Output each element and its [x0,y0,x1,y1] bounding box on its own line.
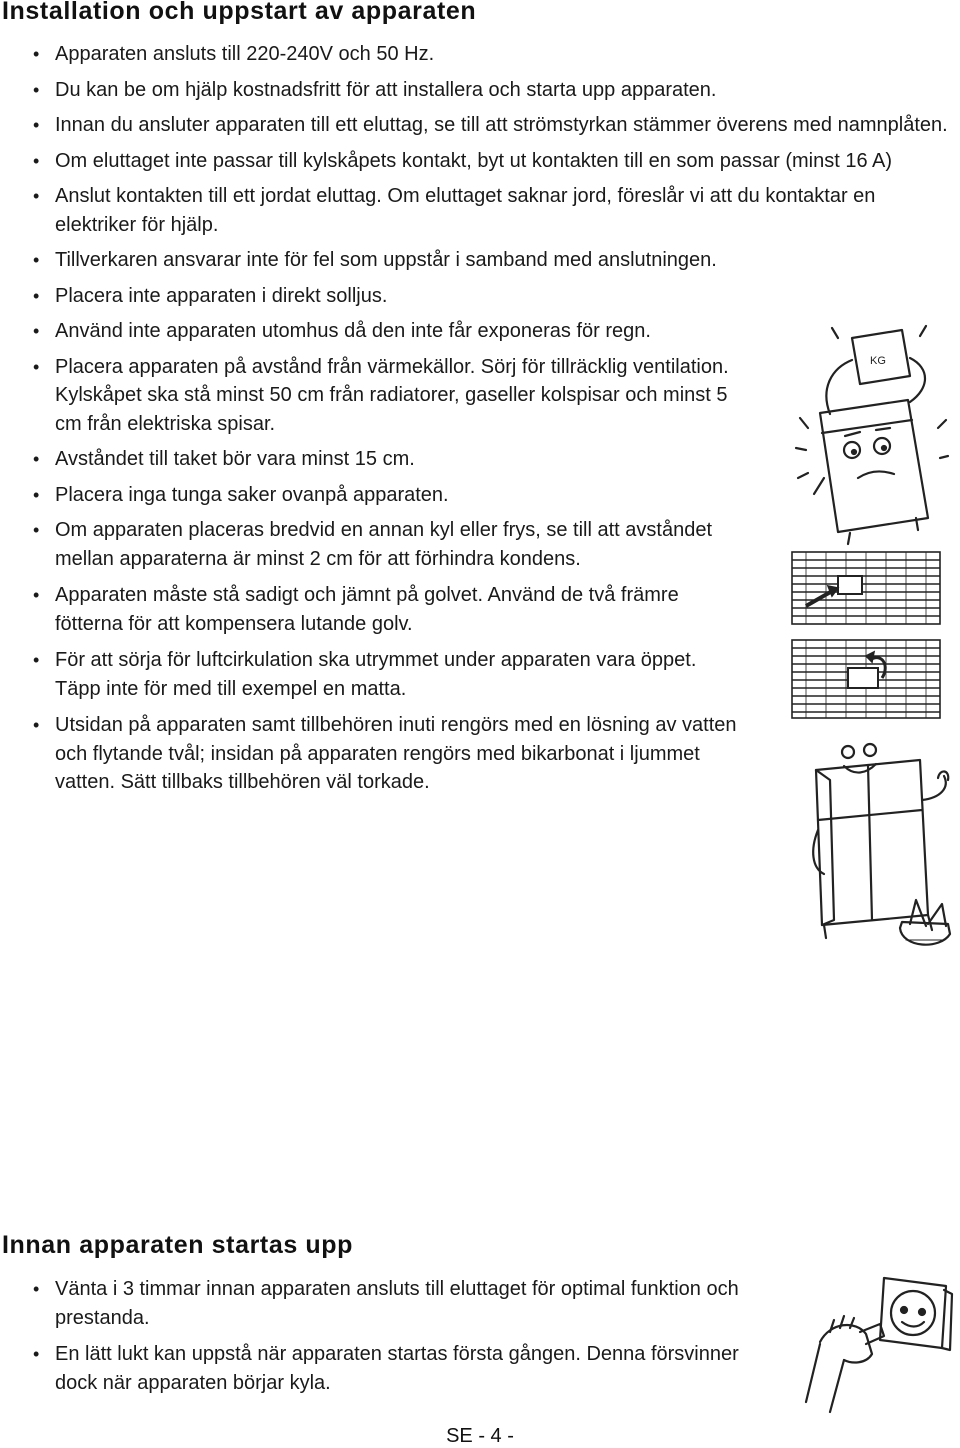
list-item: • En lätt lukt kan uppstå när apparaten startas första gången. Denna försvinner dock när apparaten börjar kyla. [33,1340,783,1397]
list-item: • Om apparaten placeras bredvid en annan kyl eller frys, se till att avståndet mellan apparaterna är minst 2 cm för att förhindra kondens. [33,516,745,573]
list-item: • Apparaten måste stå sadigt och jämnt på golvet. Använd de två främre fötterna för att kompensera lutande golv. [33,581,745,638]
before-start-list [33,1275,783,1405]
list-item: • Du kan be om hjälp kostnadsfritt för att installera och starta upp apparaten. [33,76,958,105]
list-item: • Placera inte apparaten i direkt solljus. [33,282,745,311]
list-item: • Innan du ansluter apparaten till ett eluttag, se till att strömstyrkan stämmer överens med namnplåten. [33,111,958,140]
list-item: • Placera apparaten på avstånd från värmekällor. Sörj för tillräcklig ventilation. Kylskåpet ska stå minst 50 cm från radiatorer, gaseller kolspisar och minst 5 cm från elektriska spisar. [33,353,745,439]
happy-fridge-illustration [810,740,960,960]
list-item: • Om eluttaget inte passar till kylskåpets kontakt, byt ut kontakten till en som passar (minst 16 A) [33,147,958,176]
section-title-installation: Installation och uppstart av apparaten [2,0,477,25]
weight-label: KG [870,355,886,367]
list-item: • Placera inga tunga saker ovanpå apparaten. [33,481,745,510]
list-item: • För att sörja för luftcirkulation ska utrymmet under apparaten vara öppet. Täpp inte för med till exempel en matta. [33,646,745,703]
list-item: • Vänta i 3 timmar innan apparaten ansluts till eluttaget för optimal funktion och prestanda. [33,1275,783,1332]
list-item: • Apparaten ansluts till 220-240V och 50 Hz. [33,40,958,69]
wall-socket-plug-illustration [800,1272,955,1422]
list-item: • Använd inte apparaten utomhus då den inte får exponeras för regn. [33,317,745,346]
fridge-heavy-weight-illustration [790,318,950,548]
list-item: • Tillverkaren ansvarar inte för fel som uppstår i samband med anslutningen. [33,246,745,275]
list-item: • Avståndet till taket bör vara minst 15 cm. [33,445,745,474]
list-item: • Utsidan på apparaten samt tillbehören inuti rengörs med en lösning av vatten och flytande tvål; insidan på apparaten rengörs med bikarbonat i ljummet vatten. Sätt tillbaks tillbehören väl torkade. [33,711,745,797]
section-title-before-start: Innan apparaten startas upp [2,1231,353,1259]
list-item: • Anslut kontakten till ett jordat eluttag. Om eluttaget saknar jord, föreslår vi att du kontaktar en elektriker för hjälp. [33,182,958,239]
condenser-coils-illustration [786,548,946,723]
page-number: SE - 4 - [446,1425,514,1447]
